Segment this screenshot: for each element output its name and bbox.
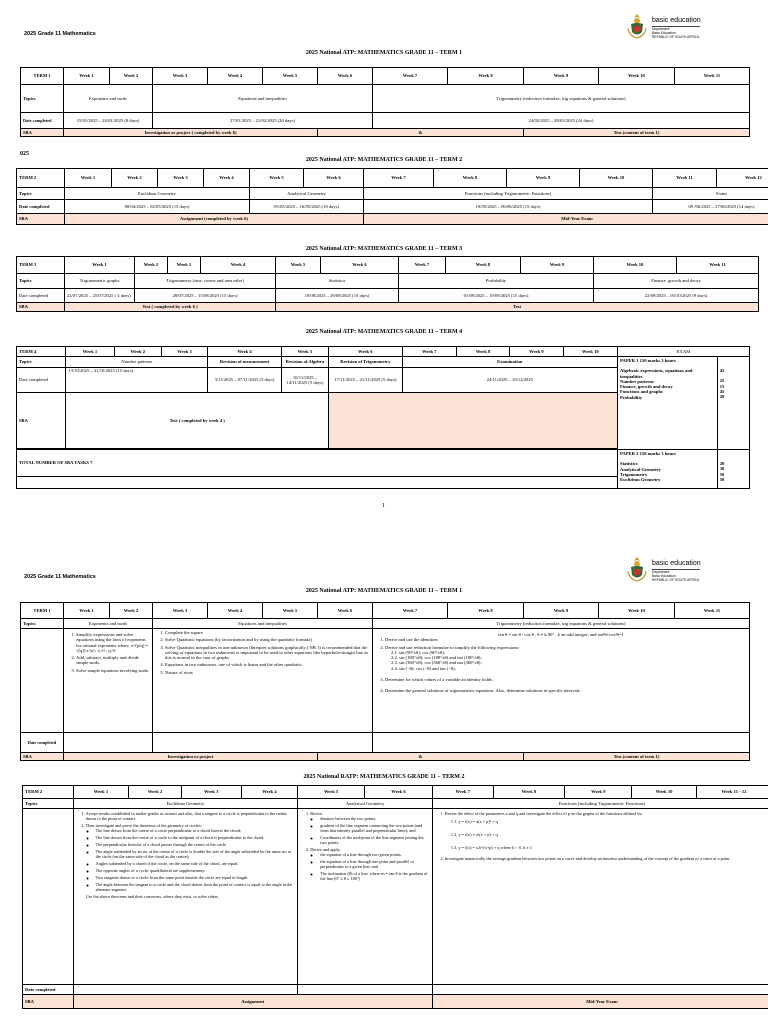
page-header: 2025 Grade 11 Mathematics [24, 31, 96, 37]
table-cell: 10/11/2025 – 14/11/2025 (5 days) [281, 368, 328, 393]
table-cell: SBA [23, 995, 74, 1009]
term2-table [16, 168, 768, 225]
table-cell [17, 477, 618, 489]
logo-subtitle: Department: Basic Education REPUBLIC OF SOUTH AFRICA [652, 570, 700, 582]
table-cell: Week 11 [675, 68, 750, 85]
table-cell: Week 10 [594, 257, 677, 274]
table-cell: Week 4 [204, 169, 250, 188]
table-cell: Test ( completed by week 4 ) [66, 393, 329, 449]
topic-cell: Equations and inequalities [153, 85, 373, 113]
table-cell: Week 4 [208, 603, 263, 619]
table-cell: Week 4 [208, 68, 263, 85]
table-cell: Week 11 [653, 169, 717, 188]
list-item: ◦ Coordinates of the mid-point of the line segment joining the two points. [320, 835, 430, 845]
dbe-logo [626, 555, 716, 585]
table-cell: Trigonometry (reduction formulae, trig equations & general solutions) [373, 619, 750, 629]
table-cell: Week 5 [276, 257, 321, 274]
table-cell: Week 2 [135, 257, 168, 274]
table-cell [23, 809, 74, 985]
list-item: 1. Simplify expressions and solve equations using the laws of exponents for rational exponents where, x^(p/q) = √[q]{x^p}; x>0 ; q>0 [76, 632, 150, 653]
table-cell [21, 629, 64, 733]
table-cell: Week 4 [208, 347, 282, 357]
table-cell: Exam [653, 188, 768, 200]
table-cell: 20 30 50 50 [717, 450, 749, 489]
list-item: ◦ The angle between the tangent to a circle and the chord drawn from the point of contact is equal to the angle in the alternate segment. [96, 882, 296, 892]
table-cell: Week 5 [250, 169, 304, 188]
table-cell: Assignment [73, 995, 432, 1009]
table-cell: 17/11/2025 – 21/11/2025 (5 days) [329, 368, 403, 393]
table-cell [432, 985, 768, 995]
table-cell [298, 985, 433, 995]
table-cell: Week 3 [161, 347, 207, 357]
table-cell: Week 5 [263, 68, 318, 85]
list-item: 3. Determine for which values of a variable an identity holds. [385, 677, 747, 682]
table-cell: Week 9 [565, 786, 632, 799]
table-cell: Mid-Year Exam [432, 995, 768, 1009]
coat-of-arms-icon [626, 12, 648, 40]
list-item: ◦ the equation of a line through one point and parallel or perpendicular to a given line; and [320, 859, 430, 869]
table-cell: Analytical Geometry [250, 188, 364, 200]
table-cell: TERM 1 [21, 603, 64, 619]
term4-title: 2025 National ATP: MATHEMATICS GRADE 11 – TERM 4 [305, 329, 463, 335]
list-item: 2. Derive and apply, ◦ the equation of a line through two given points. ◦ the equation of a line through one point and parallel or perpendicular to a given line; and ◦ The inclination (θ) of a line, where m = tan θ is the gradient of the line (0° ≤ θ ≤ 180°) [310, 847, 430, 881]
table-cell: Week 1 [64, 603, 110, 619]
table-cell: Week 10 [580, 169, 653, 188]
table-cell: SBA [21, 129, 64, 137]
table-cell: Week 2 [112, 169, 158, 188]
table-cell: Probability [399, 274, 594, 289]
table-cell: Euclidean Geometry [73, 799, 298, 809]
table-cell: Week 8 [456, 347, 509, 357]
table-cell: Topics [21, 619, 64, 629]
table-cell: Week 2 [129, 786, 182, 799]
table-cell: 05/05/2025 – 16/05/2025 (10 days) [250, 200, 364, 214]
table-cell: Week 1 [73, 786, 129, 799]
dbe-logo [626, 12, 716, 42]
table-cell: Euclidean Geometry [65, 188, 250, 200]
list-item: 1. Derive and use the identities: [385, 637, 747, 642]
table-cell: Week 8 [446, 257, 521, 274]
term4-table [16, 346, 750, 489]
table-cell: Week 3 [153, 68, 208, 85]
table-cell: 13/10/2025 – 31/10/2025 (15 days) [66, 368, 208, 393]
table-cell: Number patterns [66, 357, 208, 368]
list-item: ◦ Two tangents drawn to a circle from the same point outside the circle are equal in length. [96, 875, 296, 880]
table-cell: Week 6 [321, 257, 399, 274]
table-cell: Functions (including Trigonometric Functions) [364, 188, 653, 200]
table-cell: Week 9 [507, 169, 580, 188]
logo-title: basic education [652, 17, 701, 24]
table-cell [373, 733, 750, 753]
table-cell: 19/05/2025 – 06/06/2025 (15 days) [364, 200, 653, 214]
table-cell: Week 2 [110, 603, 153, 619]
table-cell: TERM 4 [17, 347, 66, 357]
list-item: 2. Derive and use reduction formulae to simplify the following expressions: 2.1. sin (90°±θ); cos (90°±θ); 2.2. sin (180°±θ); cos (180°±θ) and tan (180°±θ); 2.3. sin (360°±θ); cos (360°±θ) and tan (360°±θ); 2.4. sin (−θ); cos (−θ) and tan (−θ); [385, 645, 747, 671]
table-cell: Week 10 [599, 68, 675, 85]
table-cell: Week 6 [318, 68, 373, 85]
list-item: 5. Nature of roots [165, 670, 370, 675]
table-cell: Week 5 [263, 603, 318, 619]
list-item: 1. Revise, ◦ distance between the two points. ◦ gradient of the line segment connecting the two points (and from that identify parallel and perpendicular lines); and ◦ Coordinates of the mid-point of the line segment joining the two points. [310, 811, 430, 845]
list-item: ◦ gradient of the line segment connecting the two points (and from that identify parallel and perpendicular lines); and [320, 823, 430, 833]
table-cell [329, 393, 618, 449]
date-cell: 27/01/2025 – 21/02/2025 (20 days) [153, 113, 373, 129]
table-cell: Week 8 [448, 68, 524, 85]
table-cell [153, 629, 373, 733]
table-cell: Week 7 [432, 786, 493, 799]
table-cell: Revision of measurement [208, 357, 282, 368]
p2-term1-title: 2025 National ATP: MATHEMATICS GRADE 11 – TERM 1 [305, 588, 463, 594]
list-item: ◦ The opposite angles of a cyclic quadrilateral are supplementary. [96, 868, 296, 873]
table-cell: Week 1 [66, 347, 114, 357]
term-label: TERM 1 [21, 68, 64, 85]
logo-title: basic education [652, 560, 701, 567]
p2-term2-title: 2025 National RATP: MATHEMATICS GRADE 11 – TERM 2 [303, 774, 465, 780]
table-cell: Date completed [17, 289, 65, 303]
table-cell: 22/07/2025 – 25/07/2025 ( 4 days) [65, 289, 135, 303]
list-item: 2. Solve Quadratic equations (by factorization and by using the quadratic formula) [165, 637, 370, 642]
table-cell: Week 4 [241, 786, 298, 799]
table-cell: 28/07/2025 – 15/08/2025 (15 days) [135, 289, 276, 303]
topics-label: Topics [21, 85, 64, 113]
table-cell: Topics [17, 274, 65, 289]
stray-text: 025 [20, 151, 29, 157]
table-cell: Date completed [17, 200, 65, 214]
table-cell: Week 7 [373, 603, 448, 619]
list-item: 3. Solve simple equations involving surds. [76, 668, 150, 673]
table-cell: Exponents and surds [64, 619, 153, 629]
table-cell: Topics [17, 357, 66, 368]
table-cell: Topics [23, 799, 74, 809]
list-item: 1. Complete the square [165, 630, 370, 635]
table-cell [64, 629, 153, 733]
list-item: ◦ The perpendicular bisector of a chord passes through the centre of the circle [96, 842, 296, 847]
table-cell: PAPER 2 150 marks 3 hours Statistics Analytical Geometry Trigonometry Euclidean Geometry [618, 450, 718, 489]
table-cell: 3/11/2025 – 07/11/2025 (5 days) [208, 368, 282, 393]
table-cell [432, 809, 768, 985]
table-cell: SBA [17, 303, 65, 312]
list-item: ◦ The line drawn from the centre of a circle perpendicular to a chord bisects the chord; [96, 828, 296, 833]
table-cell: EXAM [618, 347, 750, 357]
table-cell: 09 /06/2025 – 27/06/2025 (14 days) [653, 200, 768, 214]
table-cell: Trigonometry (sine, cosine and area rules) [135, 274, 276, 289]
table-cell: Date completed [21, 733, 64, 753]
table-cell: TERM 3 [17, 257, 65, 274]
p2-term2-table [22, 785, 768, 1009]
table-cell [73, 985, 298, 995]
table-cell: Date completed [21, 113, 64, 129]
table-cell [298, 809, 433, 985]
date-cell: 15/01/2025 – 24/01/2025 (8 days) [64, 113, 153, 129]
table-cell: Week 7 [402, 347, 456, 357]
term1-table [20, 67, 750, 137]
table-cell: Week 5 [298, 786, 365, 799]
table-cell: Week 8 [434, 169, 507, 188]
page-header: 2025 Grade 11 Mathematics [24, 574, 96, 580]
table-cell: Week 9 [524, 68, 599, 85]
table-cell: Week 8 [493, 786, 565, 799]
coat-of-arms-icon [626, 555, 648, 583]
list-item: 3. Solve Quadratic inequalities in one unknown (Interpret solutions graphically.) NB: It is recommended that the solving of equations in two unknowns is important to be used in other equations like hyperbola-straight line as this is normal in the case of graphs [165, 645, 370, 661]
table-cell: TERM 2 [23, 786, 74, 799]
topic-cell: Trigonometry (reduction formulae, trig equations & general solutions) [373, 85, 750, 113]
table-cell: Topics [17, 188, 65, 200]
table-cell: 08/04/2025 – 02/05/2025 (15 days) [65, 200, 250, 214]
table-cell: Week 6 [365, 786, 433, 799]
term2-title: 2025 National ATP: MATHEMATICS GRADE 11 – TERM 2 [305, 157, 463, 163]
term3-title: 2025 National ATP: MATHEMATICS GRADE 11 – TERM 3 [305, 246, 463, 252]
table-cell: Assignment (completed by week 6) [65, 214, 364, 225]
list-item: ◦ distance between the two points. [320, 816, 430, 821]
table-cell: Week 10 [599, 603, 675, 619]
table-cell: 1. Accept results established in earlier grades as axioms and also, that a tangent to a circle is perpendicular to the radius drawn to the point of contact. 2. Then investigate and prove the theorems of the geometry of circles: ◦ The line drawn from the centre of a circle perpendicular to a chord bisects the chord; ◦ The line drawn from the centre of a circle to the midpoint of a chord is perpendicular to the chord. ◦ The perpendicular bisector of a chord passes through the centre of the circle ◦ The angle subtended by an arc at the centre of a circle is double the size of the angle subtended by the same arc at the circle (on the same side of the chord as the centre); ◦ Angles subtended by a chord of the circle, on the same side of the chord, are equal. ◦ The opposite angles of a cyclic quadrilateral are supplementary. ◦ Two tangents drawn to a circle from the same point outside the circle are equal in length. ◦ The angle between the tangent to a circle and the chord drawn from the point of contact is equal to the angle in the alternate segment. Use the above theorems and their converses, where they exist, to solve riders. [73, 809, 298, 985]
list-item: 1. Revise the effect of the parameters a and q and investigate the effect of p on the graphs of the functions defined by: 1.1. y = f(x) = a(x + p)² + q 1.2. y = f(x) = a/(x + p) + q 1.3. y = f(x) = a.b^(x+p) + q where b > 0, b ≠ 1 [445, 811, 768, 850]
topic-cell: Exponents and surds [64, 85, 153, 113]
table-cell: 01/09/2025 – 19/09/2025 (15 days) [399, 289, 594, 303]
table-cell [153, 733, 373, 753]
table-cell: Revision of Algebra [281, 357, 328, 368]
list-item: ◦ The inclination (θ) of a line, where m = tan θ is the gradient of the line (0° ≤ θ ≤ 180°) [320, 871, 430, 881]
table-cell: Test ( completed by week 6 ) [65, 303, 276, 312]
list-item: ◦ The line drawn from the centre of a circle to the midpoint of a chord is perpendicular to the chord. [96, 835, 296, 840]
list-item: ◦ The angle subtended by an arc at the centre of a circle is double the size of the angle subtended by the same arc at the circle (on the same side of the chord as the centre); [96, 849, 296, 859]
table-cell: Week 2 [114, 347, 161, 357]
table-cell: Week 3 [181, 786, 241, 799]
list-item: 2. Then investigate and prove the theorems of the geometry of circles: ◦ The line drawn from the centre of a circle perpendicular to a chord bisects the chord; ◦ The line drawn from the centre of a circle to the midpoint of a chord is perpendicular to the chord. ◦ The perpendicular bisector of a chord passes through the centre of the circle ◦ The angle subtended by an arc at the centre of a circle is double the size of the angle subtended by the same arc at the circle (on the same side of the chord as the centre); ◦ Angles subtended by a chord of the circle, on the same side of the chord, are equal. ◦ The opposite angles of a cyclic quadrilateral are supplementary. ◦ Two tangents drawn to a circle from the same point outside the circle are equal in length. ◦ The angle between the tangent to a circle and the chord drawn from the point of contact is equal to the angle in the alternate segment. [86, 823, 296, 892]
table-cell: Week 1 [65, 169, 112, 188]
table-cell: 24/11/2025 – 10/12/2025 [402, 368, 617, 393]
table-cell: Revision of Trigonometry [329, 357, 403, 368]
table-cell [64, 733, 153, 753]
table-cell: Week 11 - 12 [697, 786, 768, 799]
table-cell: Week 1 [64, 68, 110, 85]
table-cell: SBA [17, 214, 65, 225]
table-cell: Week 11 [675, 603, 750, 619]
list-item: 1. Accept results established in earlier grades as axioms and also, that a tangent to a circle is perpendicular to the radius drawn to the point of contact. [86, 811, 296, 821]
table-cell: Week 2 [110, 68, 153, 85]
date-cell: 24/02/2025 – 28/03/2025 (24 days) [373, 113, 750, 129]
term3-table [16, 256, 759, 312]
table-cell: Week 7 [399, 257, 446, 274]
sba-cell: Test (content of term 1) [524, 129, 750, 137]
table-cell: Week 6 [318, 603, 373, 619]
table-cell: Week 9 [521, 257, 594, 274]
p2-term1-table [20, 602, 750, 761]
table-cell: 18/08/2025 – 29/08/2025 (10 days) [276, 289, 399, 303]
table-cell: Week 6 [329, 347, 403, 357]
table-cell: & [318, 753, 524, 761]
list-item: ◦ Angles subtended by a chord of the circle, on the same side of the chord, are equal. [96, 861, 296, 866]
table-cell: TOTAL NUMBER OF SBA TASKS 7 [17, 450, 618, 477]
table-cell: Week 3 [153, 603, 208, 619]
list-item: 4. Determine the general solutions of trigonometric equations. Also, determine solutions in specific intervals. [385, 688, 747, 693]
table-cell: Week 7 [364, 169, 434, 188]
table-cell: TERM 2 [17, 169, 65, 188]
term1-title: 2025 National ATP: MATHEMATICS GRADE 11 – TERM 1 [305, 50, 463, 56]
table-cell: Week 10 [563, 347, 617, 357]
table-cell: Week 8 [448, 603, 524, 619]
table-cell: Week 9 [524, 603, 599, 619]
table-cell: Week 7 [373, 68, 448, 85]
table-cell: Week 5 [281, 347, 328, 357]
table-cell: Week 12 [717, 169, 768, 188]
sba-cell: & [318, 129, 524, 137]
table-cell: Week 6 [304, 169, 364, 188]
table-cell: Equations and inequalities [153, 619, 373, 629]
table-cell: Date completed [17, 368, 66, 393]
table-cell: 45 25 15 45 20 [717, 357, 749, 450]
table-cell: Week 4 [201, 257, 276, 274]
list-item: 2. Add, subtract, multiply and divide simple surds. [76, 655, 150, 666]
table-cell: Week 11 [677, 257, 759, 274]
table-cell: Week 3 [158, 169, 204, 188]
table-cell: Functions (including Trigonometric Functions) [432, 799, 768, 809]
table-cell: Trigonometric graphs [65, 274, 135, 289]
table-cell: Statistics [276, 274, 399, 289]
sba-cell: Investigation or project ( completed by week 6) [64, 129, 318, 137]
table-cell: Test (content of term 1) [524, 753, 750, 761]
table-cell: Date completed [23, 985, 74, 995]
table-cell: SBA [21, 753, 64, 761]
table-cell: Week 9 [510, 347, 563, 357]
table-cell: Examination [402, 357, 617, 368]
list-item: 4. Equations in two unknowns, one of which is linear and the other quadratic. [165, 662, 370, 667]
table-cell: PAPER 1 150 marks 3 hours Algebraic expressions, equations and inequalities Number patterns Finance, growth and decay Functions and graphs Probability [618, 357, 718, 450]
table-cell: tan θ = sin θ / cos θ , θ ≠ k.90° , k an odd integer; and sin²θ+cos²θ=1 1. Derive and use the identities: 2. Derive and use reduction formulae to simplify the following expressions: 2.1. sin (90°±θ); cos (90°±θ); 2.2. sin (180°±θ); cos (180°±θ) and tan (180°±θ); 2.3. sin (360°±θ); cos (360°±θ) and tan (360°±θ); 2.4. sin (−θ); cos (−θ) and tan (−θ); 3. Determine for which values of a variable an identity holds. 4. Determine the general solutions of trigonometric equations. Also, determine solutions in specific intervals. [373, 629, 750, 733]
table-cell: Week 1 [65, 257, 135, 274]
table-cell: Investigation or project [64, 753, 318, 761]
logo-subtitle: Department: Basic Education REPUBLIC OF SOUTH AFRICA [652, 27, 700, 39]
table-cell: Analytical Geometry [298, 799, 433, 809]
table-cell: Mid-Year Exam [364, 214, 768, 225]
table-cell: Week 3 [168, 257, 201, 274]
table-cell: Test [276, 303, 759, 312]
list-item: 2. Investigate numerically the average gradient between two points on a curve and develop an intuitive understanding of the concept of the gradient of a curve at a point. [445, 856, 768, 861]
table-cell: Week 10 [632, 786, 697, 799]
table-cell: SBA [17, 393, 66, 449]
table-cell: Finance, growth and decay [594, 274, 759, 289]
list-item: ◦ the equation of a line through two given points. [320, 852, 430, 857]
table-cell: 22/09/2025 – 03/10/2025 (9 days) [594, 289, 759, 303]
page-number: 1 [382, 503, 385, 509]
